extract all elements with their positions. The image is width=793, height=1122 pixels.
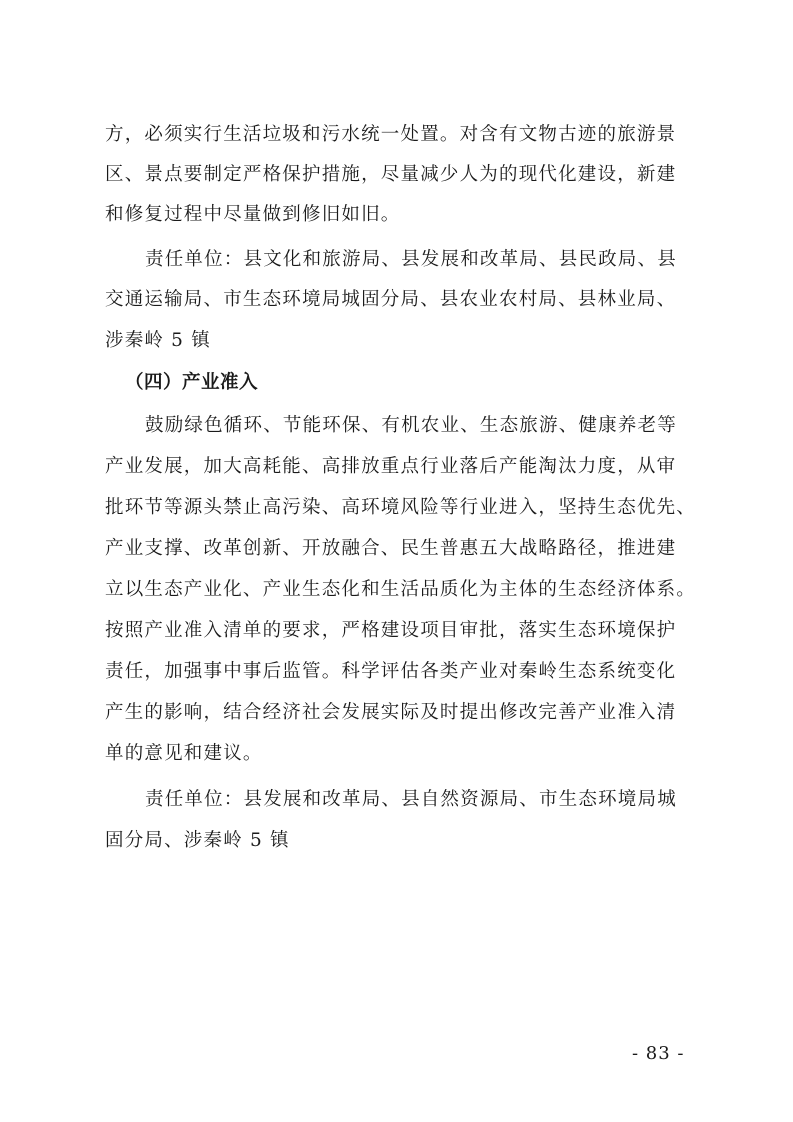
body-line-4: 鼓励绿色循环、节能环保、有机农业、生态旅游、健康养老等 [145, 415, 677, 436]
body-line-10: 责任，加强事中事后监管。科学评估各类产业对秦岭生态系统变化 [105, 661, 677, 682]
responsible-units-line-3: 涉秦岭 5 镇 [105, 330, 211, 351]
body-line-9: 按照产业准入清单的要求，严格建设项目审批，落实生态环境保护 [105, 620, 677, 641]
section-heading: （四）产业准入 [125, 372, 259, 393]
responsible-units-line-2: 交通运输局、市生态环境局城固分局、县农业农村局、县林业局、 [105, 289, 677, 310]
body-line-12: 单的意见和建议。 [105, 743, 263, 764]
page-number: - 83 - [632, 1043, 685, 1064]
body-line-3: 和修复过程中尽量做到修旧如旧。 [105, 204, 401, 225]
responsible-units-line-4: 责任单位：县发展和改革局、县自然资源局、市生态环境局城 [145, 789, 677, 810]
body-line-1: 方，必须实行生活垃圾和污水统一处置。对含有文物古迹的旅游景 [105, 124, 677, 145]
responsible-units-line-5: 固分局、涉秦岭 5 镇 [105, 830, 290, 851]
body-line-2: 区、景点要制定严格保护措施，尽量减少人为的现代化建设，新建 [105, 164, 677, 185]
responsible-units-line-1: 责任单位：县文化和旅游局、县发展和改革局、县民政局、县 [145, 249, 677, 270]
body-line-11: 产生的影响，结合经济社会发展实际及时提出修改完善产业准入清 [105, 702, 677, 723]
body-line-5: 产业发展，加大高耗能、高排放重点行业落后产能淘汰力度，从审 [105, 456, 677, 477]
body-line-6: 批环节等源头禁止高污染、高环境风险等行业进入，坚持生态优先、 [105, 497, 697, 518]
body-line-7: 产业支撑、改革创新、开放融合、民生普惠五大战略路径，推进建 [105, 538, 677, 559]
body-line-8: 立以生态产业化、产业生态化和生活品质化为主体的生态经济体系。 [105, 579, 697, 600]
